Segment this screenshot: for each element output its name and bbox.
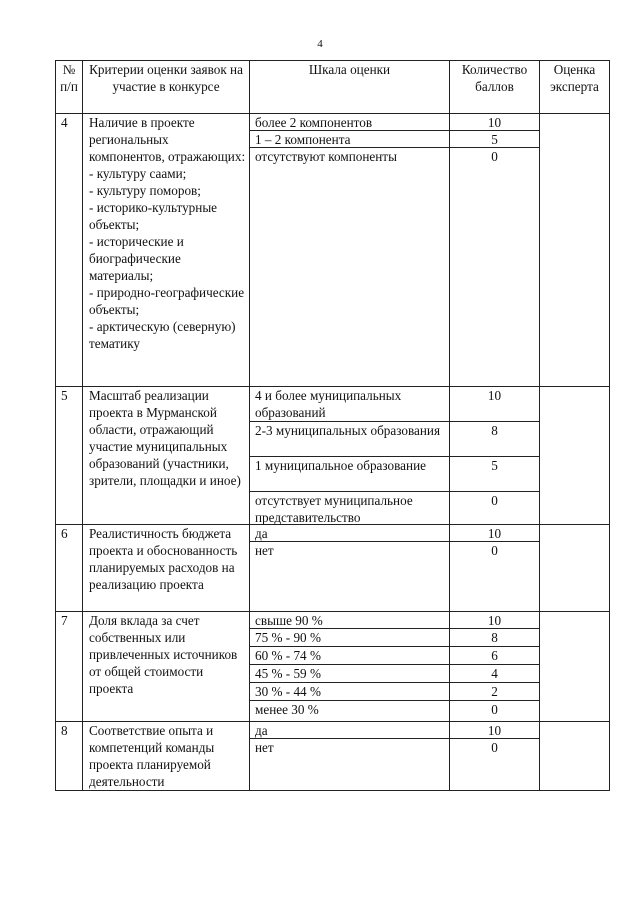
scale-option: 2-3 муниципальных образования [250, 422, 449, 457]
points-value: 10 [450, 722, 539, 739]
header-expert: Оценка эксперта [540, 61, 610, 114]
row-number: 8 [56, 722, 83, 791]
points-value: 6 [450, 647, 539, 665]
scale-option: менее 30 % [255, 702, 319, 717]
scale-option: нет [255, 543, 274, 558]
expert-score-cell[interactable] [540, 525, 610, 612]
criteria-table [55, 60, 610, 791]
points-value: 0 [491, 543, 498, 558]
header-scale: Шкала оценки [250, 61, 450, 114]
points-cell [450, 114, 540, 387]
scale-cell [250, 114, 450, 387]
scale-cell [250, 387, 450, 525]
points-value: 2 [450, 683, 539, 701]
expert-score-cell[interactable] [540, 722, 610, 791]
expert-score-cell[interactable] [540, 387, 610, 525]
expert-score-cell[interactable] [540, 114, 610, 387]
page-number: 4 [317, 38, 323, 50]
criteria-text: Соответствие опыта и компетенций команды проекта планируемой деятельности [83, 722, 250, 791]
scale-option: нет [255, 740, 274, 755]
points-cell [450, 722, 540, 791]
points-value: 10 [450, 387, 539, 422]
scale-option: 75 % - 90 % [250, 629, 449, 647]
header-row [56, 61, 610, 114]
points-value: 10 [450, 525, 539, 542]
scale-option: 1 муниципальное образование [250, 457, 449, 492]
scale-option: 30 % - 44 % [250, 683, 449, 701]
row-number: 6 [56, 525, 83, 612]
header-num: № п/п [56, 61, 83, 114]
expert-score-cell[interactable] [540, 612, 610, 722]
scale-option: отсутствуют компоненты [255, 149, 397, 164]
scale-cell [250, 525, 450, 612]
points-value: 0 [491, 149, 498, 164]
scale-option: да [250, 722, 449, 739]
scale-cell [250, 612, 450, 722]
points-cell [450, 387, 540, 525]
scale-option: более 2 компонентов [250, 114, 449, 131]
points-value: 0 [491, 740, 498, 755]
scale-option: 1 – 2 компонента [250, 131, 449, 148]
criteria-text: Масштаб реализации проекта в Мурманской области, отражающий участие муниципальных образований (участники, зрители, площадки и иное) [83, 387, 250, 525]
points-value: 0 [491, 493, 498, 508]
points-value: 10 [450, 612, 539, 629]
points-value: 5 [450, 131, 539, 148]
scale-option: 60 % - 74 % [250, 647, 449, 665]
header-points: Количество баллов [450, 61, 540, 114]
header-criteria: Критерии оценки заявок на участие в конкурсе [83, 61, 250, 114]
table-row [56, 525, 610, 612]
points-value: 0 [491, 702, 498, 717]
criteria-text: Реалистичность бюджета проекта и обоснованность планируемых расходов на реализацию проекта [83, 525, 250, 612]
scale-option: отсутствует муниципальное представительство [255, 493, 413, 525]
points-value: 8 [450, 629, 539, 647]
table-row [56, 114, 610, 387]
table-row [56, 722, 610, 791]
row-number: 4 [56, 114, 83, 387]
table-row [56, 387, 610, 525]
scale-option: 4 и более муниципальных образований [250, 387, 449, 422]
points-value: 10 [450, 114, 539, 131]
scale-option: 45 % - 59 % [250, 665, 449, 683]
criteria-text: Доля вклада за счет собственных или привлеченных источников от общей стоимости проекта [83, 612, 250, 722]
scale-cell [250, 722, 450, 791]
points-value: 5 [450, 457, 539, 492]
table-row [56, 612, 610, 722]
criteria-text: Наличие в проекте региональных компонентов, отражающих: - культуру саами; - культуру поморов; - историко-культурные объекты; - исторические и биографические материалы; - природно-географические объекты; - арктическую (северную) тематику [83, 114, 250, 387]
row-number: 7 [56, 612, 83, 722]
scale-option: да [250, 525, 449, 542]
points-value: 8 [450, 422, 539, 457]
scale-option: свыше 90 % [250, 612, 449, 629]
points-cell [450, 612, 540, 722]
points-cell [450, 525, 540, 612]
row-number: 5 [56, 387, 83, 525]
points-value: 4 [450, 665, 539, 683]
